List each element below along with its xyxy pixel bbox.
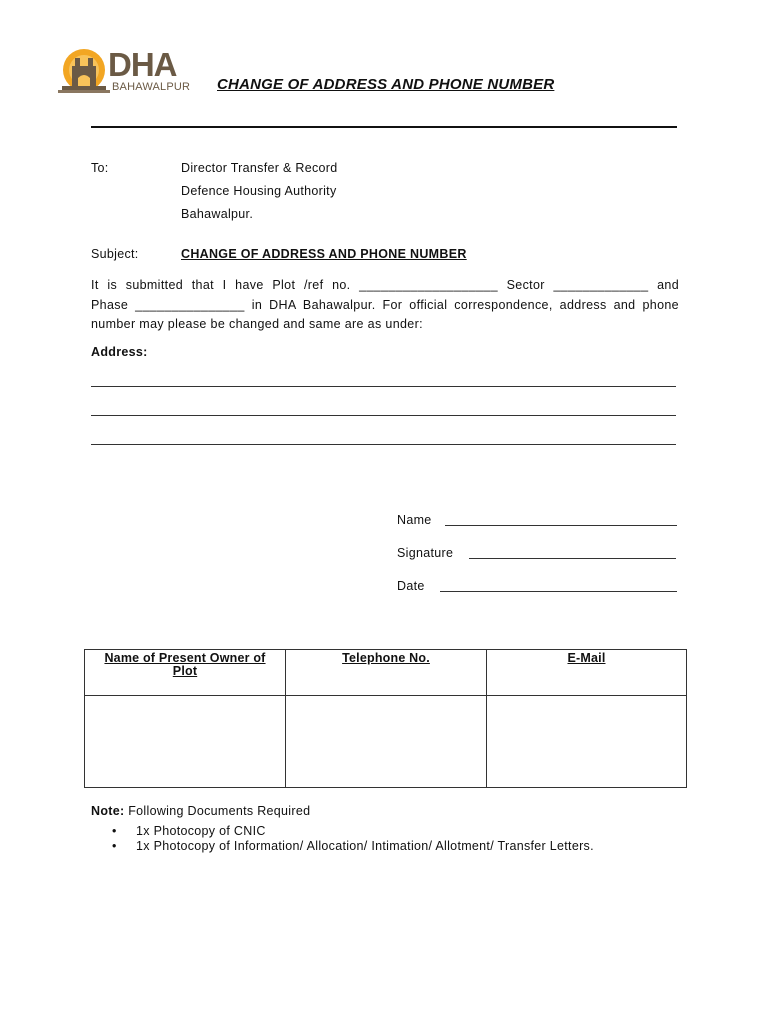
owner-contact-table [84,649,687,788]
cell-owner-name[interactable] [85,696,286,788]
body-line-3: number may please be changed and same are as under: [91,317,423,331]
logo-city: BAHAWALPUR [112,81,191,93]
address-label: Address: [91,345,148,359]
note-label: Note: [91,804,125,818]
body-line-1: It is submitted that I have Plot /ref no. ___________________ Sector _____________ and [91,278,679,292]
address-line-1[interactable] [91,386,676,387]
header-owner-name: Name of Present Owner of Plot [85,650,286,696]
address-line-2[interactable] [91,415,676,416]
header-telephone: Telephone No. [286,650,487,696]
name-label: Name [397,513,432,527]
list-item: • 1x Photocopy of Information/ Allocation/ Intimation/ Allotment/ Transfer Letters. [112,839,594,854]
header-email: E-Mail [487,650,687,696]
cell-email[interactable] [487,696,687,788]
signature-label: Signature [397,546,454,560]
logo-wordmark: DHA [108,46,177,83]
signature-line[interactable] [469,558,676,559]
body-paragraph [91,276,679,335]
required-documents-list [112,824,594,853]
body-line-2: Phase _______________ in DHA Bahawalpur. For official correspondence, address and phone [91,297,679,312]
dha-emblem-icon [58,46,110,96]
subject-label: Subject: [91,247,139,261]
dha-logo [58,46,191,96]
note [91,804,310,818]
cell-telephone[interactable] [286,696,487,788]
address-line-3[interactable] [91,444,676,445]
list-item: • 1x Photocopy of CNIC [112,824,594,839]
title-divider [91,126,677,128]
page-title: CHANGE OF ADDRESS AND PHONE NUMBER [217,76,555,93]
subject-text: CHANGE OF ADDRESS AND PHONE NUMBER [181,247,467,261]
name-line[interactable] [445,525,677,526]
recipient-line-3: Bahawalpur. [181,207,254,221]
recipient-line-2: Defence Housing Authority [181,184,337,198]
to-label: To: [91,161,109,175]
table-row [85,696,687,788]
note-text: Following Documents Required [128,804,311,818]
recipient-line-1: Director Transfer & Record [181,161,338,175]
date-label: Date [397,579,425,593]
table-header-row [85,650,687,696]
date-line[interactable] [440,591,677,592]
